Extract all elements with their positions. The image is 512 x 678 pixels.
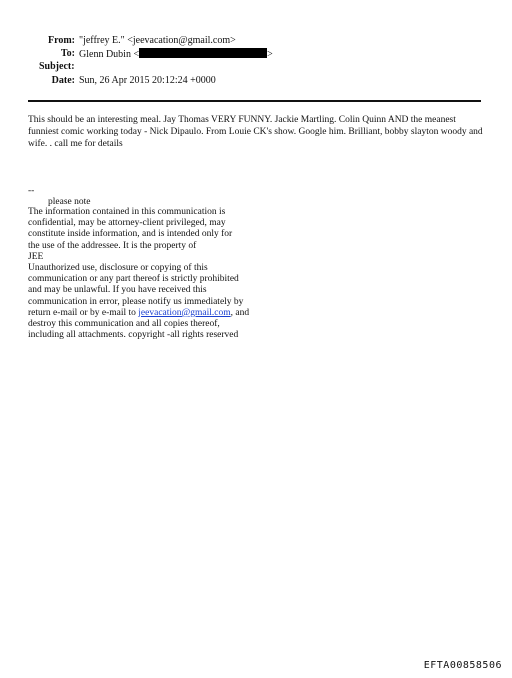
date-value: Sun, 26 Apr 2015 20:12:24 +0000 xyxy=(79,75,216,86)
confidentiality-notice xyxy=(28,207,278,341)
notice-line: including all attachments. copyright -all rights reserved xyxy=(28,330,239,341)
notice-line-prefix: return e-mail or by e-mail to xyxy=(28,307,139,318)
notice-line: confidential, may be attorney-client privileged, may xyxy=(28,218,226,229)
date-label: Date: xyxy=(51,75,75,86)
email-header xyxy=(0,0,512,100)
email-link[interactable]: jeevacation@gmail.com xyxy=(138,307,231,318)
notice-line: Unauthorized use, disclosure or copying of this xyxy=(28,263,208,274)
notice-line-suffix: , and xyxy=(230,307,250,318)
to-suffix: > xyxy=(267,49,273,60)
to-label: To: xyxy=(60,48,75,59)
notice-line: JEE xyxy=(28,251,44,262)
notice-line: communication in error, please notify us immediately by xyxy=(28,296,244,307)
notice-line: constitute inside information, and is intended only for xyxy=(28,229,233,240)
message-body: This should be an interesting meal. Jay Thomas VERY FUNNY. Jackie Martling. Colin Quinn AND the meanest funniest comic working today - Nick Dipaulo. From Louie CK's show. Google him. Brilliant, bobby slayton woody and wife. . call me for details xyxy=(28,115,483,149)
notice-line: communication or any part thereof is strictly prohibited xyxy=(28,274,239,285)
from-value: "jeffrey E." <jeevacation@gmail.com> xyxy=(79,35,236,46)
signature-note: please note xyxy=(48,197,91,207)
to-name: Glenn Dubin < xyxy=(79,49,140,60)
redaction-box xyxy=(139,48,267,58)
notice-line: The information contained in this communication is xyxy=(28,207,226,217)
notice-line: and may be unlawful. If you have received this xyxy=(28,285,207,296)
notice-line-with-link xyxy=(28,308,278,319)
bates-number: EFTA00858506 xyxy=(423,660,502,671)
from-label: From: xyxy=(47,35,75,46)
subject-label: Subject: xyxy=(39,61,75,72)
to-value xyxy=(79,48,273,61)
signature-separator: -- xyxy=(28,186,35,196)
notice-line: destroy this communication and all copies thereof, xyxy=(28,319,220,330)
notice-line: the use of the addressee. It is the property of xyxy=(28,240,197,251)
header-divider xyxy=(28,100,481,102)
